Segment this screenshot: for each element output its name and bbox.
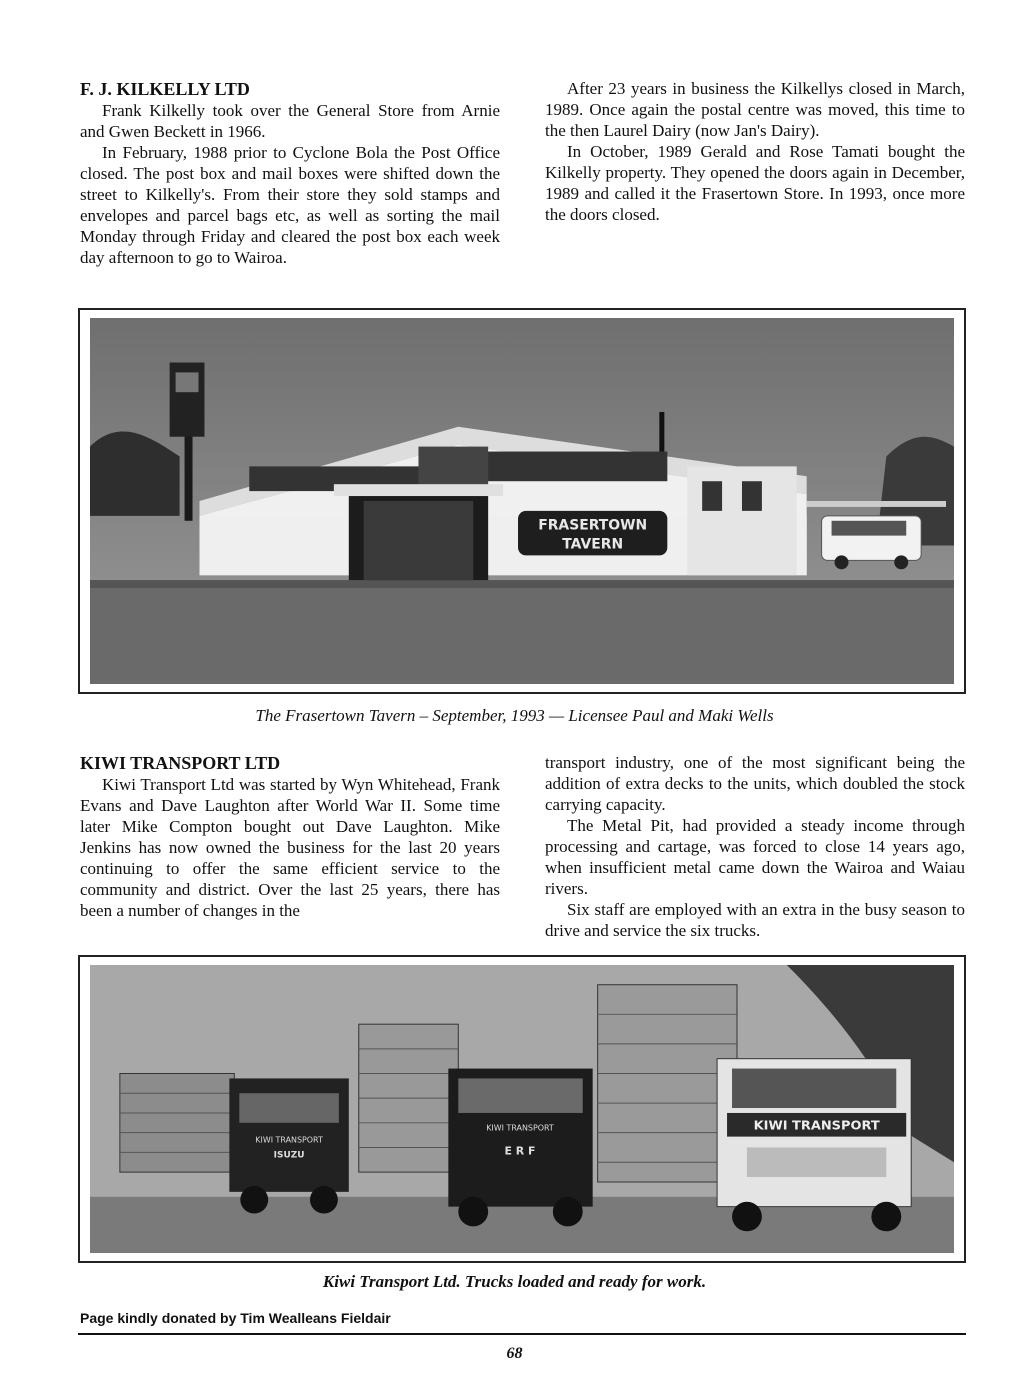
truck2-brand: E R F — [504, 1144, 536, 1158]
tavern-photo-svg — [90, 318, 954, 684]
section2-right-paragraph-1: transport industry, one of the most significant being the addition of extra decks to the units, which doubled the stock carrying capacity. — [545, 753, 965, 814]
tavern-photo-image — [90, 318, 954, 684]
section1-left-paragraph-2: In February, 1988 prior to Cyclone Bola the Post Office closed. The post box and mail boxes were shifted down the street to Kilkelly's. From their store they sold stamps and envelopes and parcel bags etc, as well as sorting the mail Monday through Friday and cleared the post box each week day afternoon to go to Wairoa. — [80, 143, 500, 267]
footer-rule — [78, 1333, 966, 1335]
truck2-label: KIWI TRANSPORT — [486, 1123, 554, 1133]
section1-left-column — [80, 78, 500, 268]
section1-heading: F. J. KILKELLY LTD — [80, 79, 250, 99]
truck3-label: KIWI TRANSPORT — [753, 1118, 880, 1134]
trucks-photo-caption: Kiwi Transport Ltd. Trucks loaded and ready for work. — [322, 1272, 707, 1291]
trucks-photo — [78, 955, 966, 1263]
truck1-brand: ISUZU — [273, 1150, 305, 1161]
donor-credit: Page kindly donated by Tim Wealleans Fieldair — [80, 1310, 391, 1326]
section2-right-paragraph-2: The Metal Pit, had provided a steady income through processing and cartage, was forced to close 14 years ago, when insufficient metal came down the Wairoa and Waiau rivers. — [545, 816, 965, 898]
tavern-sign-line1: FRASERTOWN — [538, 517, 648, 534]
section1-left-paragraph-1: Frank Kilkelly took over the General Store from Arnie and Gwen Beckett in 1966. — [80, 101, 500, 141]
trucks-photo-image — [90, 965, 954, 1253]
tavern-photo-caption: The Frasertown Tavern – September, 1993 — Licensee Paul and Maki Wells — [255, 706, 774, 725]
section1-right-paragraph-2: In October, 1989 Gerald and Rose Tamati bought the Kilkelly property. They opened the doors again in December, 1989 and called it the Frasertown Store. In 1993, once more the doors closed. — [545, 142, 965, 224]
section2-right-column — [545, 752, 965, 941]
page-number: 68 — [506, 1345, 523, 1362]
section2-heading: KIWI TRANSPORT LTD — [80, 753, 281, 773]
section2-right-paragraph-3: Six staff are employed with an extra in the busy season to drive and service the six trucks. — [545, 900, 965, 940]
truck1-label: KIWI TRANSPORT — [255, 1135, 323, 1145]
trucks-photo-svg — [90, 965, 954, 1253]
tavern-photo — [78, 308, 966, 694]
section2-left-column — [80, 752, 500, 921]
section1-right-column — [545, 78, 965, 225]
section1-right-paragraph-1: After 23 years in business the Kilkellys closed in March, 1989. Once again the postal centre was moved, this time to the then Laurel Dairy (now Jan's Dairy). — [545, 79, 965, 140]
section2-left-paragraph-1: Kiwi Transport Ltd was started by Wyn Whitehead, Frank Evans and Dave Laughton after World War II. Some time later Mike Compton bought out Dave Laughton. Mike Jenkins has now owned the business for the last 20 years continuing to offer the same efficient service to the community and district. Over the last 25 years, there has been a number of changes in the — [80, 775, 500, 920]
tavern-sign-line2: TAVERN — [562, 536, 624, 553]
